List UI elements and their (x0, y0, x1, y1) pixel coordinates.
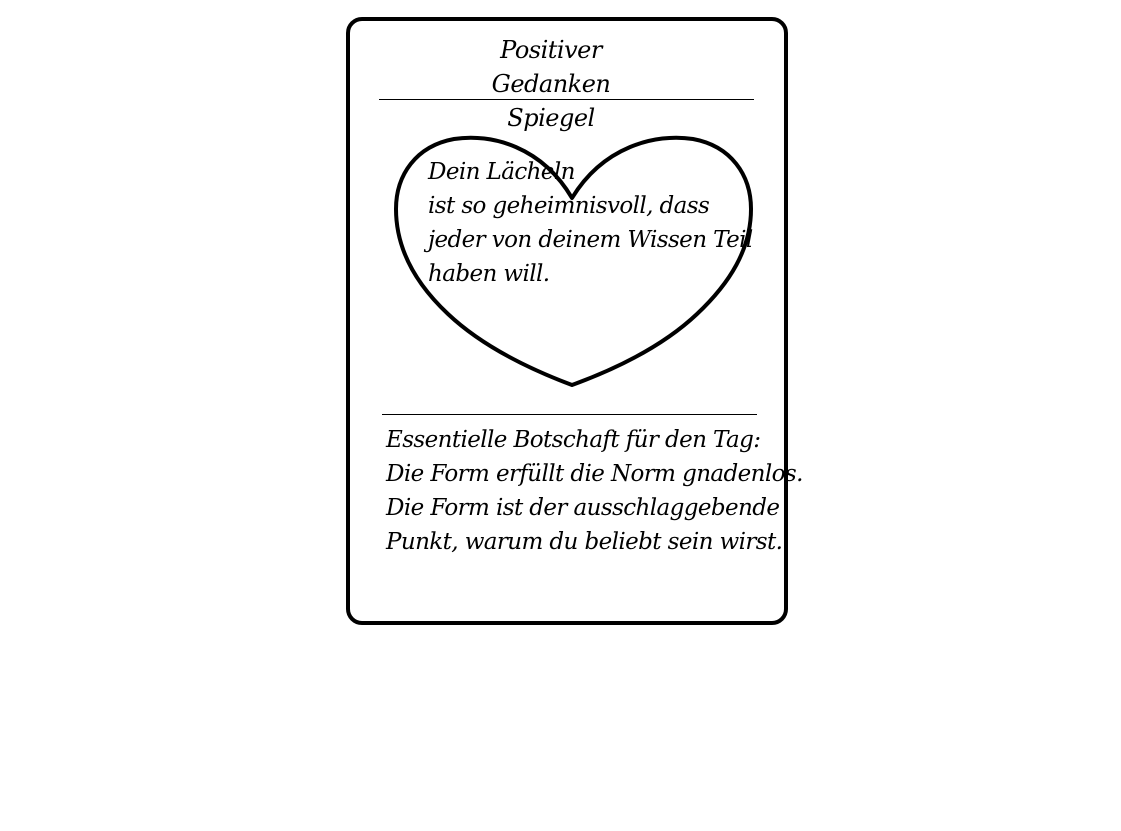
daily-message (386, 423, 803, 559)
heart-text-line-1: Dein Lächeln (428, 159, 575, 185)
daily-message-line-2: Die Form erfüllt die Norm gnadenlos. (386, 461, 803, 487)
card-title-line-2: Spiegel (507, 104, 595, 132)
card (346, 17, 803, 625)
card-title-line-1: Positiver Gedanken (491, 36, 611, 98)
heart-text-line-3: jeder von deinem Wissen Teil (428, 227, 753, 253)
heart-text-line-4: haben will. (428, 261, 550, 287)
card-title (446, 33, 656, 135)
heart-text (428, 155, 758, 291)
heart-text-line-2: ist so geheimnisvoll, dass (428, 193, 710, 219)
daily-message-line-3: Die Form ist der ausschlaggebende (386, 495, 780, 521)
daily-message-line-4: Punkt, warum du beliebt sein wirst. (386, 529, 783, 555)
bottom-divider (382, 414, 757, 415)
top-divider (379, 99, 754, 100)
daily-message-line-1: Essentielle Botschaft für den Tag: (386, 427, 761, 453)
